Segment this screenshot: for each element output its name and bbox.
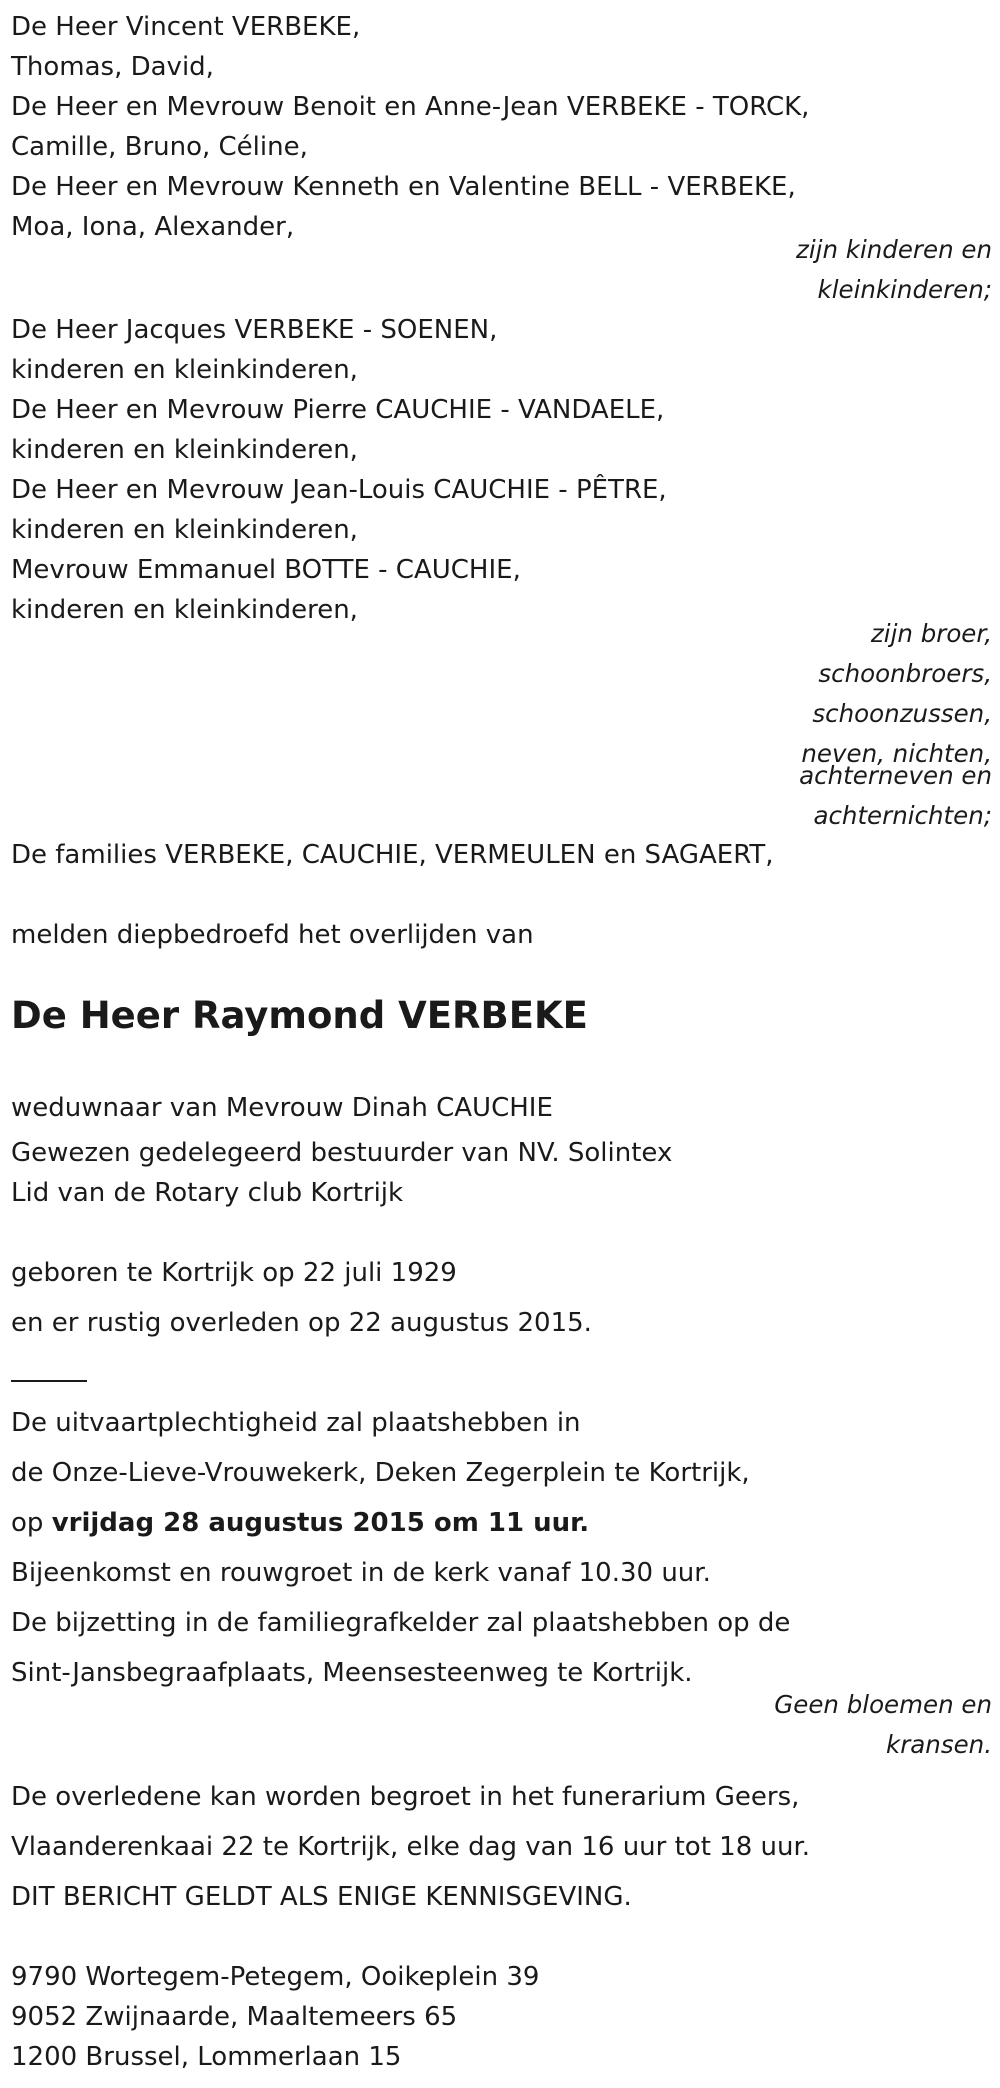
notice-line: DIT BERICHT GELDT ALS ENIGE KENNISGEVING. [11,1882,632,1912]
family-line: De Heer en Mevrouw Jean-Louis CAUCHIE - PÊTRE, [11,475,667,505]
birth-line: geboren te Kortrijk op 22 juli 1929 [11,1258,457,1288]
deceased-name: De Heer Raymond VERBEKE [11,994,588,1037]
funeral-date-prefix: op [11,1508,44,1538]
funeral-line: De bijzetting in de familiegrafkelder zal plaatshebben op de [11,1608,791,1638]
funeral-line: Sint-Jansbegraafplaats, Meensesteenweg te Kortrijk. [11,1658,693,1688]
relation-note: zijn broer, [870,619,992,648]
family-line: De Heer Jacques VERBEKE - SOENEN, [11,315,498,345]
funeral-line: de Onze-Lieve-Vrouwekerk, Deken Zegerplein te Kortrijk, [11,1458,750,1488]
relation-note: schoonbroers, [818,659,992,688]
funeral-line: De uitvaartplechtigheid zal plaatshebben in [11,1408,581,1438]
flowers-note: kransen. [886,1730,992,1759]
relation-note: neven, nichten, [801,739,992,768]
relation-note: schoonzussen, [812,699,992,728]
address-line: 9790 Wortegem-Petegem, Ooikeplein 39 [11,1962,540,1992]
funeral-date: vrijdag 28 augustus 2015 om 11 uur. [51,1508,590,1538]
detail-line: Lid van de Rotary club Kortrijk [11,1178,404,1208]
detail-line: Gewezen gedelegeerd bestuurder van NV. Solintex [11,1138,673,1168]
family-line: Thomas, David, [11,52,214,82]
family-line: kinderen en kleinkinderen, [11,355,358,385]
family-line: De Heer en Mevrouw Pierre CAUCHIE - VANDAELE, [11,395,665,425]
funeral-date-line [11,1506,589,1540]
flowers-note: Geen bloemen en [774,1690,992,1719]
relation-note: achterneven en [799,761,992,790]
separator-line [11,1380,87,1382]
relation-note: kleinkinderen; [817,275,992,304]
families-line: De families VERBEKE, CAUCHIE, VERMEULEN en SAGAERT, [11,840,774,870]
relation-note: achternichten; [813,801,992,830]
viewing-line: De overledene kan worden begroet in het funerarium Geers, [11,1782,800,1812]
family-line: De Heer Vincent VERBEKE, [11,12,361,42]
family-line: Mevrouw Emmanuel BOTTE - CAUCHIE, [11,555,521,585]
family-line: kinderen en kleinkinderen, [11,515,358,545]
death-line: en er rustig overleden op 22 augustus 2015. [11,1308,592,1338]
family-line: kinderen en kleinkinderen, [11,435,358,465]
announcement: melden diepbedroefd het overlijden van [11,920,534,950]
viewing-line: Vlaanderenkaai 22 te Kortrijk, elke dag van 16 uur tot 18 uur. [11,1832,811,1862]
family-line: Camille, Bruno, Céline, [11,132,308,162]
relation-note: zijn kinderen en [796,235,992,264]
family-line: Moa, Iona, Alexander, [11,212,295,242]
funeral-line: Bijeenkomst en rouwgroet in de kerk vanaf 10.30 uur. [11,1558,711,1588]
family-line: kinderen en kleinkinderen, [11,595,358,625]
address-line: 9052 Zwijnaarde, Maaltemeers 65 [11,2002,458,2032]
family-line: De Heer en Mevrouw Kenneth en Valentine BELL - VERBEKE, [11,172,796,202]
address-line: 1200 Brussel, Lommerlaan 15 [11,2042,402,2072]
detail-line: weduwnaar van Mevrouw Dinah CAUCHIE [11,1093,553,1123]
family-line: De Heer en Mevrouw Benoit en Anne-Jean VERBEKE - TORCK, [11,92,810,122]
